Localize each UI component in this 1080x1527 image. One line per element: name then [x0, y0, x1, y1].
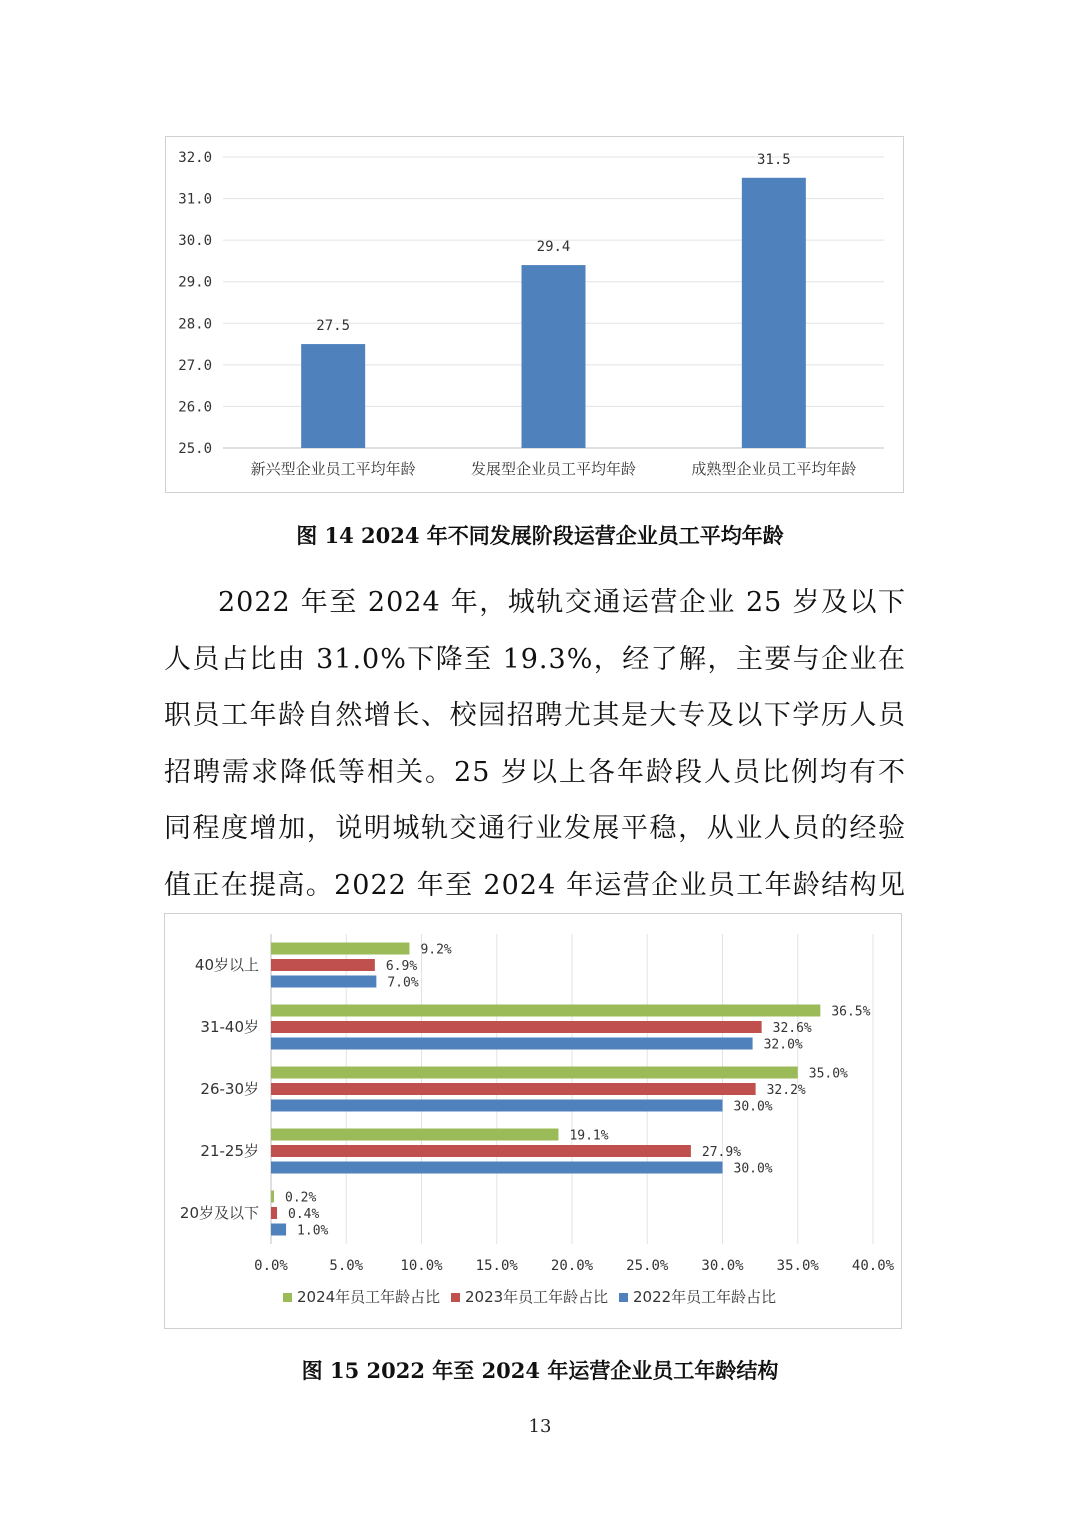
bar [271, 1083, 756, 1095]
bar-value-label: 6.9% [385, 959, 418, 974]
x-tick-label: 40.0% [851, 1258, 895, 1274]
bar [271, 976, 376, 988]
bar [271, 1100, 723, 1112]
bar-value-label: 1.0% [297, 1223, 329, 1239]
bar-value-label: 32.0% [763, 1037, 803, 1053]
figure14-caption: 图 14 2024 年不同发展阶段运营企业员工平均年龄 [296, 523, 784, 548]
body-paragraph-text: 2022 年至 2024 年，城轨交通运营企业 25 岁及以下人员占比由 31.0%下降至 19.3%，经了解，主要与企业在职员工年龄自然增长、校园招聘尤其是大专及以下学历人员招聘需求降低等相关。25 岁以上各年龄段人员比例均有不同程度增加，说明城轨交通行业发展平稳，从业人员的经验值正在提高。2022 年至 2024 年运营企业员工年龄结构见 [164, 587, 906, 901]
x-tick-label: 0.0% [254, 1258, 288, 1274]
bar-value-label: 30.0% [733, 1161, 773, 1177]
bar-value-label: 27.9% [701, 1145, 742, 1160]
figure15-caption: 图 15 2022 年至 2024 年运营企业员工年龄结构 [301, 1358, 779, 1383]
y-tick-label: 29.0 [178, 274, 212, 291]
bar-value-label: 9.2% [420, 942, 452, 958]
bar-value-label: 27.5 [316, 318, 351, 335]
bar [271, 1207, 277, 1219]
figure14-svg [166, 137, 905, 494]
y-tick-label: 25.0 [178, 441, 212, 457]
bar [271, 959, 375, 971]
x-tick-label: 5.0% [329, 1258, 364, 1274]
bar [742, 178, 806, 448]
y-category-label: 21-25岁 [200, 1142, 259, 1160]
bar [271, 1021, 762, 1033]
legend-label: 2024年员工年龄占比 [297, 1288, 441, 1306]
figure15-chart [164, 913, 902, 1329]
x-tick-label: 15.0% [475, 1258, 518, 1274]
bar-value-label: 35.0% [808, 1066, 848, 1082]
body-paragraph [164, 575, 906, 971]
bar [271, 1067, 798, 1079]
x-category-label: 发展型企业员工平均年龄 [470, 460, 637, 478]
bar [271, 1038, 753, 1050]
x-category-label: 成熟型企业员工平均年龄 [691, 460, 857, 478]
x-tick-label: 10.0% [400, 1258, 443, 1274]
x-category-label: 新兴型企业员工平均年龄 [250, 460, 416, 478]
y-category-label: 20岁及以下 [179, 1204, 259, 1222]
bar [271, 943, 409, 955]
y-tick-label: 31.0 [178, 191, 212, 208]
bar-value-label: 0.2% [285, 1190, 317, 1206]
legend-swatch [451, 1293, 460, 1302]
legend-label: 2023年员工年龄占比 [465, 1288, 609, 1306]
bar-value-label: 7.0% [387, 975, 419, 991]
figure14-chart [165, 136, 904, 493]
bar [271, 1129, 558, 1141]
x-tick-label: 35.0% [776, 1258, 819, 1274]
x-tick-label: 30.0% [701, 1258, 744, 1274]
bar-value-label: 36.5% [831, 1004, 871, 1020]
bar [271, 1145, 691, 1157]
y-tick-label: 32.0 [178, 150, 212, 166]
bar [301, 344, 365, 448]
y-tick-label: 30.0 [178, 233, 212, 250]
bar [271, 1005, 820, 1017]
y-tick-label: 27.0 [178, 357, 212, 374]
bar-value-label: 31.5 [756, 151, 791, 168]
bar-value-label: 0.4% [288, 1207, 320, 1222]
bar-value-label: 30.0% [733, 1099, 773, 1115]
bar-value-label: 32.2% [766, 1083, 806, 1098]
bar-value-label: 19.1% [569, 1128, 609, 1144]
y-category-label: 40岁以上 [194, 956, 259, 974]
legend-label: 2022年员工年龄占比 [633, 1288, 777, 1306]
y-tick-label: 28.0 [178, 316, 212, 333]
x-tick-label: 20.0% [550, 1258, 594, 1274]
page-number: 13 [528, 1416, 552, 1437]
bar [522, 265, 586, 448]
bar [271, 1191, 274, 1203]
bar [271, 1162, 723, 1174]
bar [271, 1224, 286, 1236]
y-category-label: 26-30岁 [200, 1080, 259, 1098]
bar-value-label: 32.6% [772, 1021, 812, 1036]
y-category-label: 31-40岁 [200, 1018, 259, 1036]
legend-swatch [619, 1293, 628, 1302]
y-tick-label: 26.0 [178, 399, 212, 416]
figure15-svg [165, 914, 903, 1330]
bar-value-label: 29.4 [536, 239, 571, 256]
x-tick-label: 25.0% [626, 1258, 669, 1274]
legend-swatch [283, 1293, 292, 1302]
